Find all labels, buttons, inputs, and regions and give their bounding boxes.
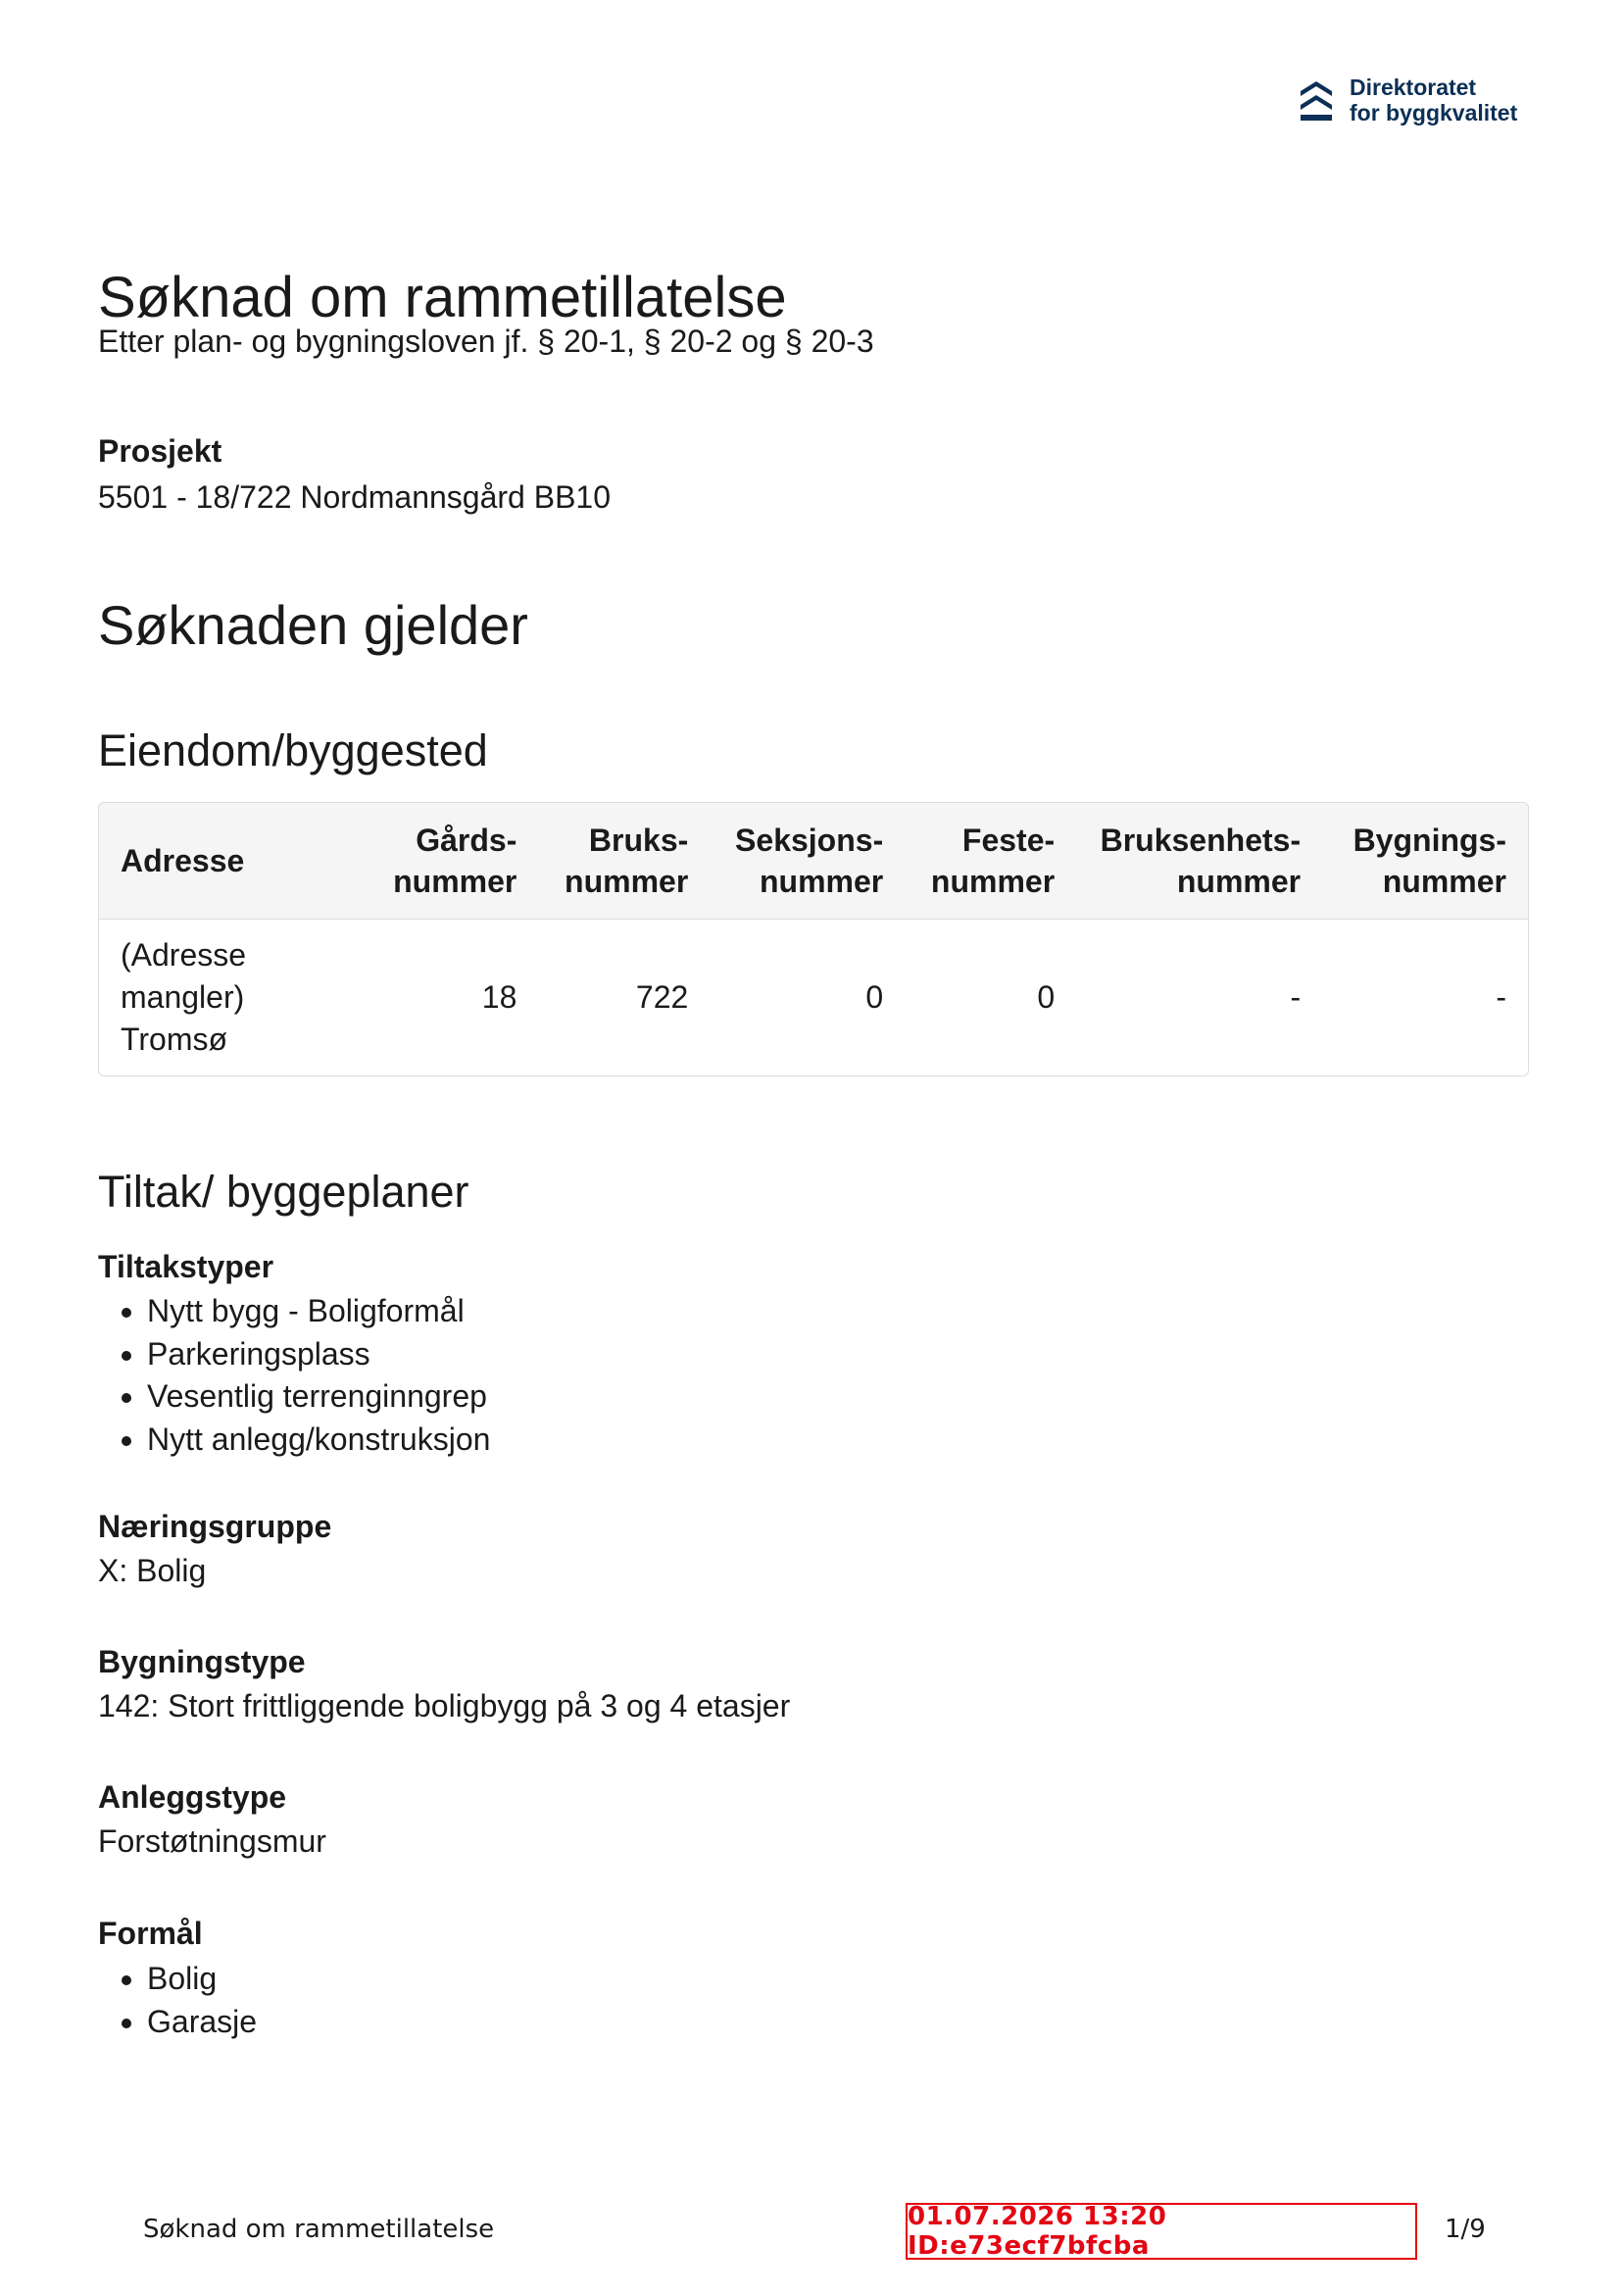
- section-heading: Søknaden gjelder: [98, 594, 528, 656]
- logo-text: [1350, 75, 1517, 125]
- dibk-logo-icon: [1299, 77, 1334, 123]
- list-item: • Garasje: [147, 2001, 257, 2044]
- col-header-adresse: Adresse: [121, 842, 245, 878]
- property-table: [98, 802, 1529, 1076]
- formal-label: Formål: [98, 1916, 203, 1951]
- anleggstype-value: Forstøtningsmur: [98, 1823, 326, 1859]
- formal-list: [98, 1958, 257, 2043]
- naeringsgruppe-label: Næringsgruppe: [98, 1509, 332, 1544]
- cell-bruksnummer: 722: [538, 919, 710, 1076]
- logo-line-1: Direktoratet: [1350, 75, 1477, 100]
- list-item: • Nytt bygg - Boligformål: [147, 1290, 490, 1333]
- col-header-bruksnummer: Bruks- nummer: [565, 822, 689, 899]
- dibk-logo: [1299, 75, 1517, 125]
- cell-bygningsnummer: -: [1322, 919, 1528, 1076]
- col-header-gardsnummer: Gårds- nummer: [393, 822, 517, 899]
- col-header-seksjonsnummer: Seksjons- nummer: [735, 822, 884, 899]
- project-value: 5501 - 18/722 Nordmannsgård BB10: [98, 479, 612, 515]
- col-header-bygningsnummer: Bygnings- nummer: [1352, 822, 1506, 899]
- timestamp-id-stamp: 01.07.2026 13:20 ID:e73ecf7bfcba: [906, 2203, 1417, 2260]
- col-header-festenummer: Feste- nummer: [930, 822, 1056, 899]
- cell-gardsnummer: 18: [364, 919, 538, 1076]
- list-item: • Vesentlig terrenginngrep: [147, 1375, 490, 1419]
- logo-line-2: for byggkvalitet: [1350, 100, 1518, 125]
- document-subtitle: Etter plan- og bygningsloven jf. § 20-1, § 20-2 og § 20-3: [98, 324, 874, 359]
- table-row: [99, 919, 1528, 1076]
- anleggstype-label: Anleggstype: [98, 1779, 287, 1815]
- tiltakstyper-label: Tiltakstyper: [98, 1249, 274, 1284]
- page-number: 1/9: [1445, 2215, 1486, 2244]
- col-header-bruksenhetsnummer: Bruksenhets- nummer: [1100, 822, 1302, 899]
- cell-bruksenhetsnummer: -: [1076, 919, 1322, 1076]
- project-label: Prosjekt: [98, 433, 222, 469]
- table-header-row: [99, 803, 1528, 919]
- list-item: • Parkeringsplass: [147, 1333, 490, 1376]
- list-item: • Nytt anlegg/konstruksjon: [147, 1419, 490, 1462]
- bygningstype-label: Bygningstype: [98, 1644, 306, 1679]
- bygningstype-value: 142: Stort frittliggende boligbygg på 3 og 4 etasjer: [98, 1688, 791, 1723]
- document-title: Søknad om rammetillatelse: [98, 266, 787, 329]
- tiltak-heading: Tiltak/ byggeplaner: [98, 1167, 469, 1217]
- cell-seksjonsnummer: 0: [710, 919, 905, 1076]
- list-item: • Bolig: [147, 1958, 257, 2001]
- tiltakstyper-list: [98, 1290, 490, 1461]
- cell-festenummer: 0: [905, 919, 1076, 1076]
- cell-adresse: (Adresse mangler) Tromsø: [99, 919, 364, 1076]
- property-heading: Eiendom/byggested: [98, 725, 488, 775]
- footer-title: Søknad om rammetillatelse: [143, 2215, 495, 2244]
- naeringsgruppe-value: X: Bolig: [98, 1553, 207, 1588]
